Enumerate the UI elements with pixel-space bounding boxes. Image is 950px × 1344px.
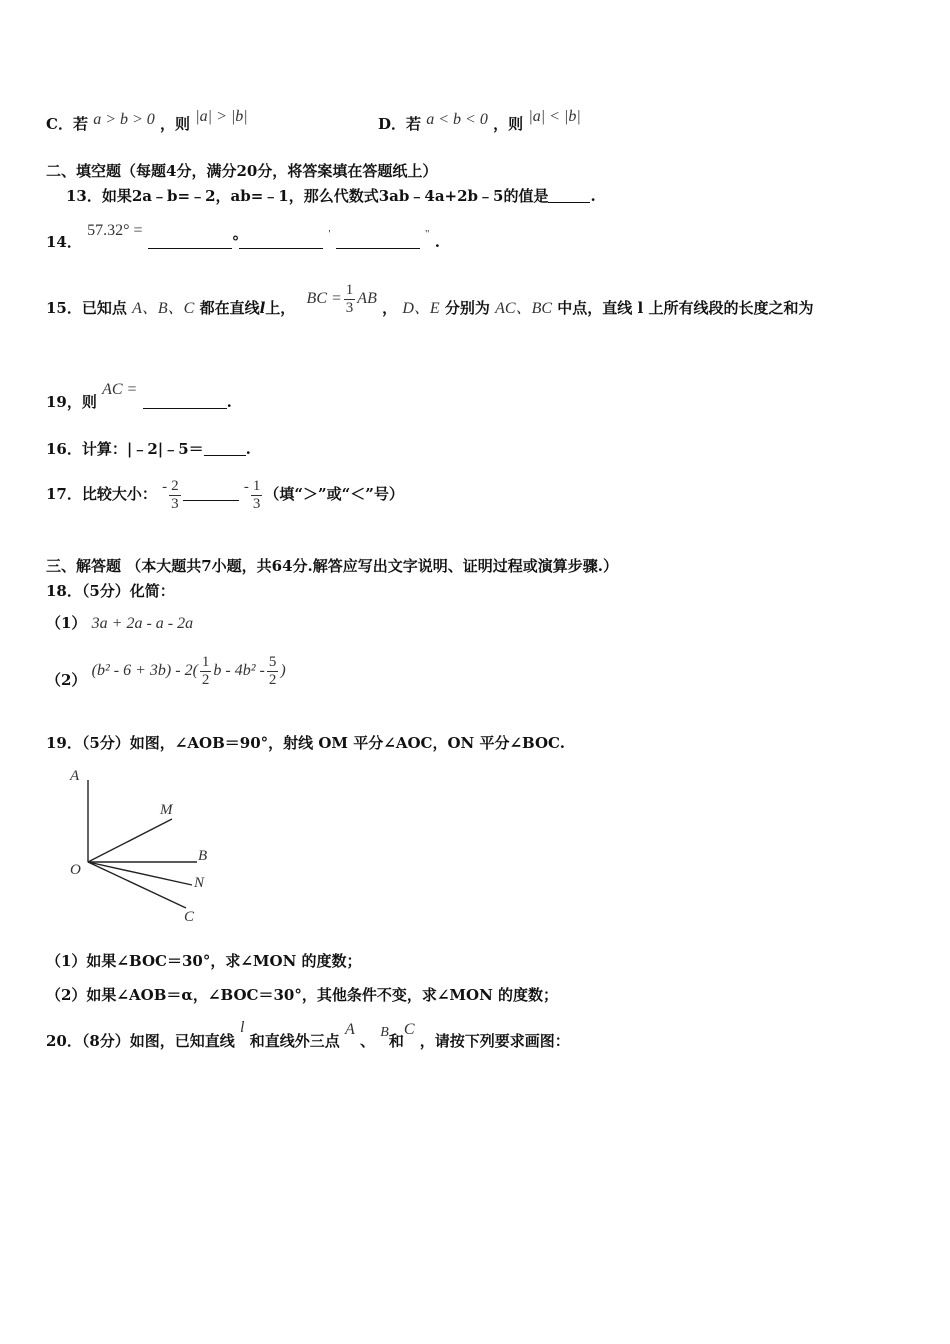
q17-b-den: 3 — [252, 495, 261, 512]
q18-p2-f2-num: 5 — [268, 654, 277, 670]
question-20 — [46, 1019, 570, 1050]
question-19-part-1: （1）如果∠BOC＝30°，求∠MON 的度数； — [46, 952, 362, 970]
q18-p2-c: ) — [280, 662, 286, 679]
label-a: A — [70, 768, 80, 784]
q15b-end: . — [226, 393, 232, 411]
q20-b: 和直线外三点 — [249, 1032, 340, 1050]
question-18-title: 18．（5分）化简： — [46, 582, 175, 600]
q15-mid3: 分别为 — [444, 299, 490, 317]
q20-sep: 、 — [360, 1032, 376, 1050]
q17-a-den: 3 — [171, 495, 179, 512]
option-d-result: |a| < |b| — [528, 108, 581, 125]
question-16 — [46, 441, 251, 457]
q15-frac-num: 1 — [345, 282, 354, 298]
q15-fraction — [344, 282, 356, 316]
question-18-part-2 — [46, 652, 286, 689]
q14-blank-deg — [148, 234, 232, 249]
label-m: M — [160, 802, 173, 818]
q17-b-num: 1 — [252, 478, 261, 494]
q20-c: ，请按下列要求画图： — [419, 1032, 570, 1050]
option-c — [46, 108, 248, 133]
label-o: O — [70, 862, 81, 878]
question-19-title: 19．（5分）如图，∠AOB＝90°，射线 OM 平分∠AOC，ON 平分∠BOC. — [46, 734, 565, 752]
option-c-condition: a > b > 0 — [93, 111, 155, 128]
question-15 — [46, 282, 814, 329]
q15-frac-den: 3 — [345, 299, 354, 316]
q18-p2-frac-2 — [267, 654, 279, 688]
q15b-blank — [143, 394, 227, 409]
q15-bc: BC = — [306, 290, 342, 307]
q13-blank — [548, 188, 590, 203]
q15b-lead: 19，则 — [46, 393, 97, 411]
q17-a-num: 2 — [171, 478, 179, 494]
q18-p1-expr: 3a + 2a - a - 2a — [91, 615, 194, 632]
q18-p2-label: （2） — [46, 671, 87, 689]
option-c-sep: ，则 — [160, 115, 191, 133]
q18-p2-f1-num: 1 — [201, 654, 210, 670]
q14-blank-min — [239, 234, 323, 249]
option-d — [378, 108, 581, 133]
q14-sec: " — [424, 228, 430, 240]
ray-on — [88, 862, 192, 885]
q15-mid2: 上， — [265, 299, 296, 317]
q15-de: D、E — [402, 300, 440, 317]
label-b: B — [198, 848, 208, 864]
q15-tail: 中点，直线 l 上所有线段的长度之和为 — [557, 299, 814, 317]
q17-minus-1: - — [162, 479, 168, 495]
q15-acbc: AC、BC — [495, 300, 553, 317]
option-d-sep: ，则 — [493, 115, 524, 133]
q13-end: . — [590, 187, 596, 205]
q15-ab: AB — [357, 290, 377, 307]
q15-num: 15．已知点 — [46, 299, 127, 317]
ray-oc — [88, 862, 186, 908]
q17-minus-2: - — [243, 479, 249, 495]
q20-l: l — [240, 1019, 245, 1036]
q17-fraction-a — [169, 478, 181, 512]
q14-blank-sec — [336, 234, 420, 249]
q17-fraction-b — [251, 478, 263, 512]
question-18-part-1 — [46, 616, 193, 632]
question-14 — [46, 222, 440, 251]
q18-p1-label: （1） — [46, 614, 87, 632]
section-3-heading: 三、解答题 （本大题共7小题，共64分.解答应写出文字说明、证明过程或演算步骤.） — [46, 557, 618, 575]
q15-l: l — [259, 299, 266, 317]
label-n: N — [194, 875, 205, 891]
q17-num: 17．比较大小： — [46, 485, 157, 503]
q13-text: 13．如果2a﹣b=﹣2，ab=﹣1，那么代数式3ab﹣4a+2b﹣5的值是 — [66, 187, 549, 205]
question-13 — [66, 188, 596, 204]
q18-p2-frac-1 — [200, 654, 212, 688]
option-c-result: |a| > |b| — [195, 108, 248, 125]
q20-and: 和 — [388, 1032, 404, 1050]
q20-pt-c: C — [403, 1021, 415, 1038]
q20-pt-b: B — [380, 1025, 389, 1040]
q17-tail: （填“＞”或“＜”号） — [264, 485, 404, 503]
option-d-label: D．若 — [378, 115, 422, 133]
option-d-condition: a < b < 0 — [426, 111, 488, 128]
q14-expr: 57.32° = — [87, 222, 143, 239]
question-17 — [46, 476, 404, 513]
q15-points: A、B、C — [132, 300, 195, 317]
q18-p2-f1-den: 2 — [201, 671, 210, 688]
q20-pt-a: A — [344, 1021, 355, 1038]
q20-a: 20．（8分）如图，已知直线 — [46, 1032, 235, 1050]
q15-comma: ， — [382, 299, 398, 317]
q18-p2-f2-den: 2 — [268, 671, 277, 688]
q16-end: . — [245, 440, 251, 458]
q14-num: 14． — [46, 233, 82, 251]
q14-end: . — [434, 233, 440, 251]
q17-blank — [183, 486, 239, 501]
question-19-part-2: （2）如果∠AOB＝α，∠BOC＝30°，其他条件不变，求∠MON 的度数； — [46, 986, 559, 1004]
q16-text: 16．计算：|﹣2|﹣5＝ — [46, 440, 204, 458]
q14-min: ' — [328, 228, 331, 240]
label-c: C — [184, 909, 195, 925]
option-c-label: C．若 — [46, 115, 88, 133]
ray-om — [88, 819, 172, 862]
q14-deg: ° — [231, 233, 240, 251]
q15-mid1: 都在直线 — [199, 299, 260, 317]
q15b-expr: AC = — [102, 381, 138, 398]
q18-p2-b: b - 4b² - — [213, 662, 265, 679]
question-15-continued — [46, 381, 232, 411]
q16-blank — [204, 441, 246, 456]
q19-angle-figure — [60, 762, 230, 927]
q18-p2-a: (b² - 6 + 3b) - 2( — [91, 662, 198, 679]
section-2-heading: 二、填空题（每题4分，满分20分，将答案填在答题纸上） — [46, 162, 438, 180]
